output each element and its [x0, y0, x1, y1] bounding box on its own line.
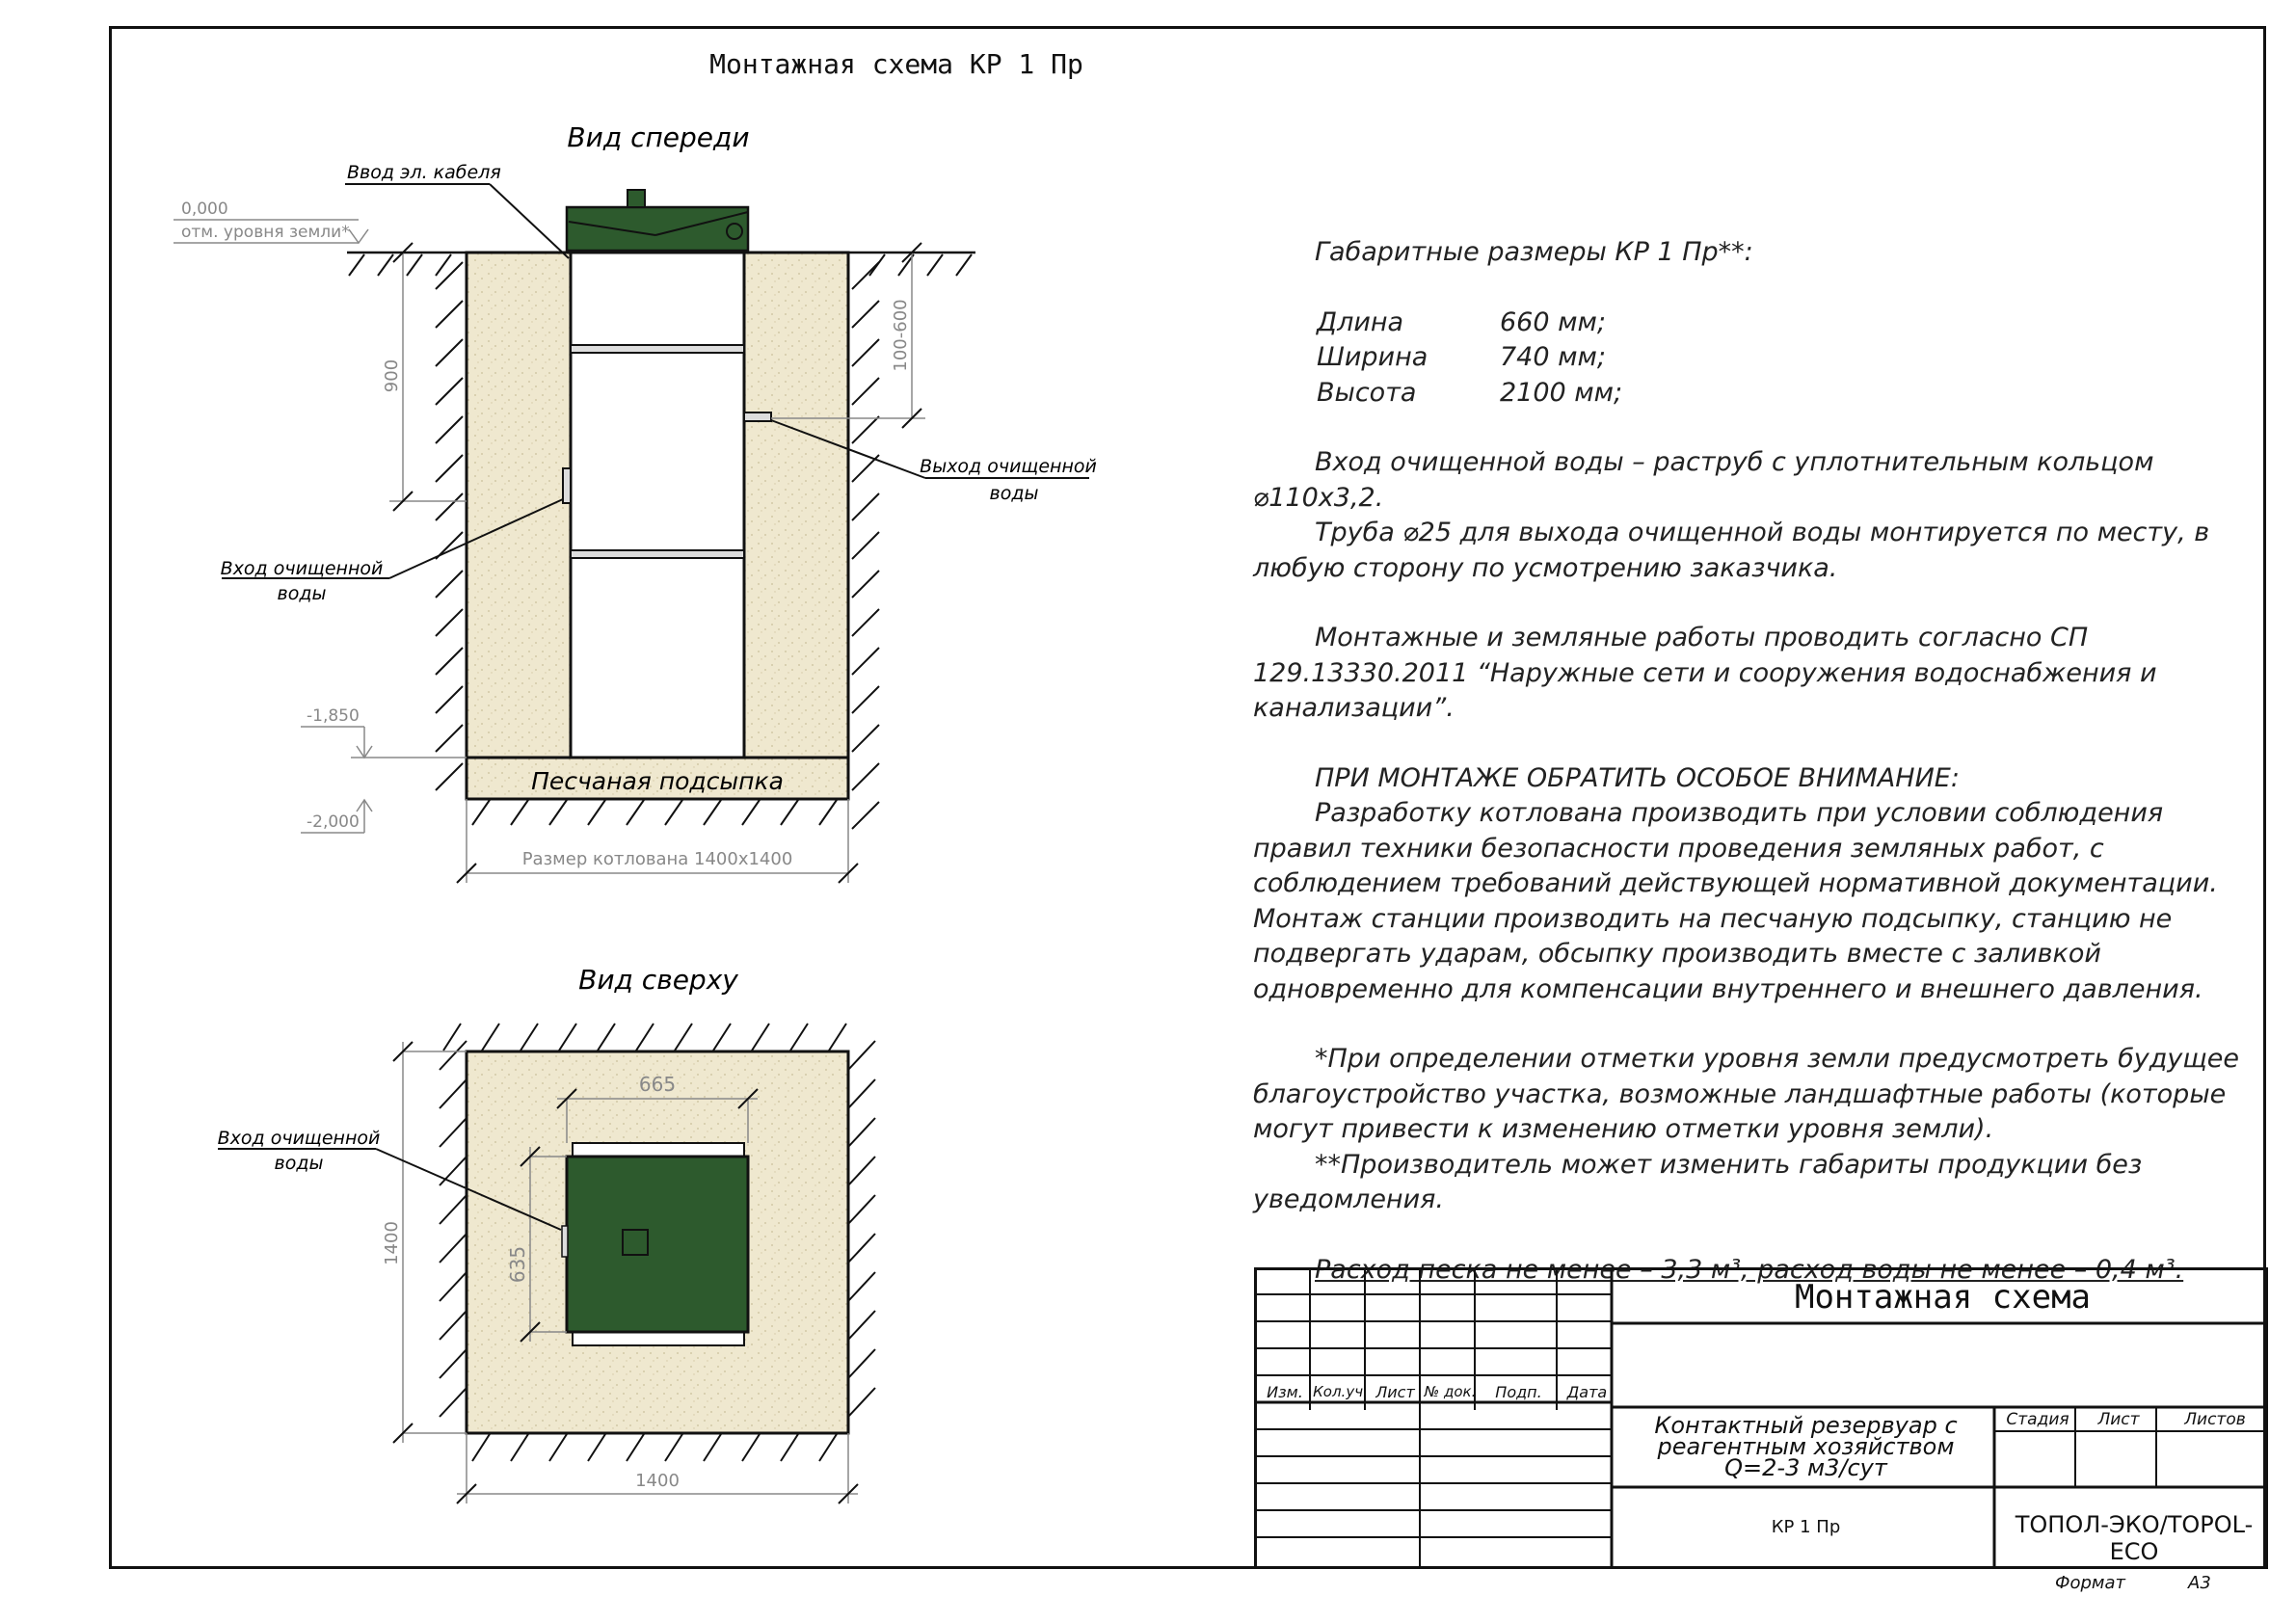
col-podp: Подп.	[1495, 1383, 1542, 1401]
note-pipe: Труба ⌀25 для выхода очищенной воды монтируется по месту, в любую сторону по усмотрению заказчика.	[1253, 518, 2210, 583]
company-name: ТОПОЛ-ЭКО/TOPOL-ECO	[2015, 1511, 2254, 1565]
top-view-title: Вид сверху	[578, 964, 738, 996]
dim-1400-h-label: 1400	[635, 1471, 680, 1491]
dim-100-600-label: 100-600	[891, 299, 911, 372]
dim-row-length: Длина 660 мм;	[1317, 306, 1606, 337]
lid-vent	[627, 190, 645, 207]
level-zero: 0,000	[181, 200, 228, 219]
col-data: Дата	[1566, 1383, 1608, 1401]
stage-label: Стадия	[2006, 1410, 2069, 1429]
dimension-1400-horizontal	[457, 1433, 858, 1503]
format-label: Формат	[2055, 1573, 2126, 1593]
level-1850: -1,850	[307, 706, 360, 726]
cable-entry-label: Ввод эл. кабеля	[347, 162, 501, 183]
outlet-label-1: Выход очищенной	[920, 456, 1097, 477]
outlet-label-2: воды	[989, 483, 1039, 504]
sheets-label: Листов	[2184, 1410, 2246, 1429]
product-name: Контактный резервуар с реагентным хозяйством Q=2-3 м3/сут	[1654, 1412, 1958, 1481]
note-attention: ПРИ МОНТАЖЕ ОБРАТИТЬ ОСОБОЕ ВНИМАНИЕ:	[1315, 762, 1960, 793]
dims-heading: Габаритные размеры КР 1 Пр**:	[1315, 237, 1753, 267]
tank-partition	[571, 345, 744, 353]
inlet-label-1: Вход очищенной	[220, 558, 384, 579]
stamp-title: Монтажная схема	[1794, 1278, 2092, 1317]
tank-partition	[571, 550, 744, 558]
note-inlet-1: Вход очищенной воды – раструб с уплотнительным кольцом	[1315, 447, 2154, 477]
col-izm: Изм.	[1267, 1383, 1303, 1401]
sand-bedding-label: Песчаная подсыпка	[531, 767, 784, 795]
dimension-1400-vertical	[393, 1042, 467, 1443]
dimension-pit	[457, 799, 858, 883]
dim-665-label: 665	[638, 1073, 677, 1096]
top-inlet-label-1: Вход очищенной	[217, 1128, 381, 1149]
inlet-label-2: воды	[277, 583, 327, 604]
dim-row-width: Ширина 740 мм;	[1317, 342, 1606, 372]
level-2000: -2,000	[307, 812, 360, 832]
title-block	[1254, 1267, 2268, 1569]
format-value: А3	[2188, 1573, 2211, 1593]
col-kol: Кол.уч.	[1313, 1383, 1368, 1400]
pit-size-label: Размер котлована 1400х1400	[521, 849, 793, 869]
lid-fitting	[727, 224, 742, 239]
top-inlet-label-2: воды	[274, 1153, 324, 1174]
dim-1400-v-label: 1400	[382, 1221, 402, 1265]
front-view-title: Вид спереди	[567, 121, 750, 153]
col-list: Лист	[1375, 1383, 1415, 1401]
note-inlet-2: ⌀110х3,2.	[1253, 482, 1384, 513]
tank-lid-plan	[567, 1157, 748, 1332]
col-ndok: № док.	[1424, 1383, 1477, 1400]
tank-body	[571, 253, 744, 758]
sheet-label: Лист	[2097, 1410, 2140, 1429]
tank-lid	[567, 207, 748, 251]
note-maker: **Производитель может изменить габариты продукции без уведомления.	[1253, 1149, 2143, 1214]
dim-row-height: Высота 2100 мм;	[1317, 377, 1623, 408]
dim-635-label: 635	[506, 1245, 529, 1284]
sheet-title: Монтажная схема КР 1 Пр	[709, 48, 1083, 80]
note-excavation: Разработку котлована производить при условии соблюдения правил техники безопасности проведения земляных работ, с соблюдением требований действующей нормативной документации. Монтаж станции производить на песчаную подсыпку, станцию не подвергать ударам, обсыпку производить вместе с заливкой одновременно для компенсации внутреннего и внешнего давления.	[1253, 798, 2218, 1004]
note-ground: *При определении отметки уровня земли предусмотреть будущее благоустройство участка, возможные ландшафтные работы (которые могут привести к изменению отметки уровня земли).	[1253, 1044, 2240, 1144]
inlet-pipe-plan	[562, 1226, 568, 1257]
level-zero-note: отм. уровня земли*	[181, 223, 350, 242]
note-works: Монтажные и земляные работы проводить согласно СП 129.13330.2011 “Наружные сети и сооружения водоснабжения и канализации”.	[1253, 623, 2157, 723]
outlet-pipe	[744, 412, 771, 421]
doc-code: КР 1 Пр	[1771, 1517, 1841, 1537]
inlet-pipe	[563, 468, 571, 503]
notes-block	[1253, 235, 2246, 1288]
note-consumption: Расход песка не менее – 3,3 м³, расход воды не менее – 0,4 м³.	[1315, 1254, 2184, 1285]
dim-900-label: 900	[382, 359, 402, 393]
